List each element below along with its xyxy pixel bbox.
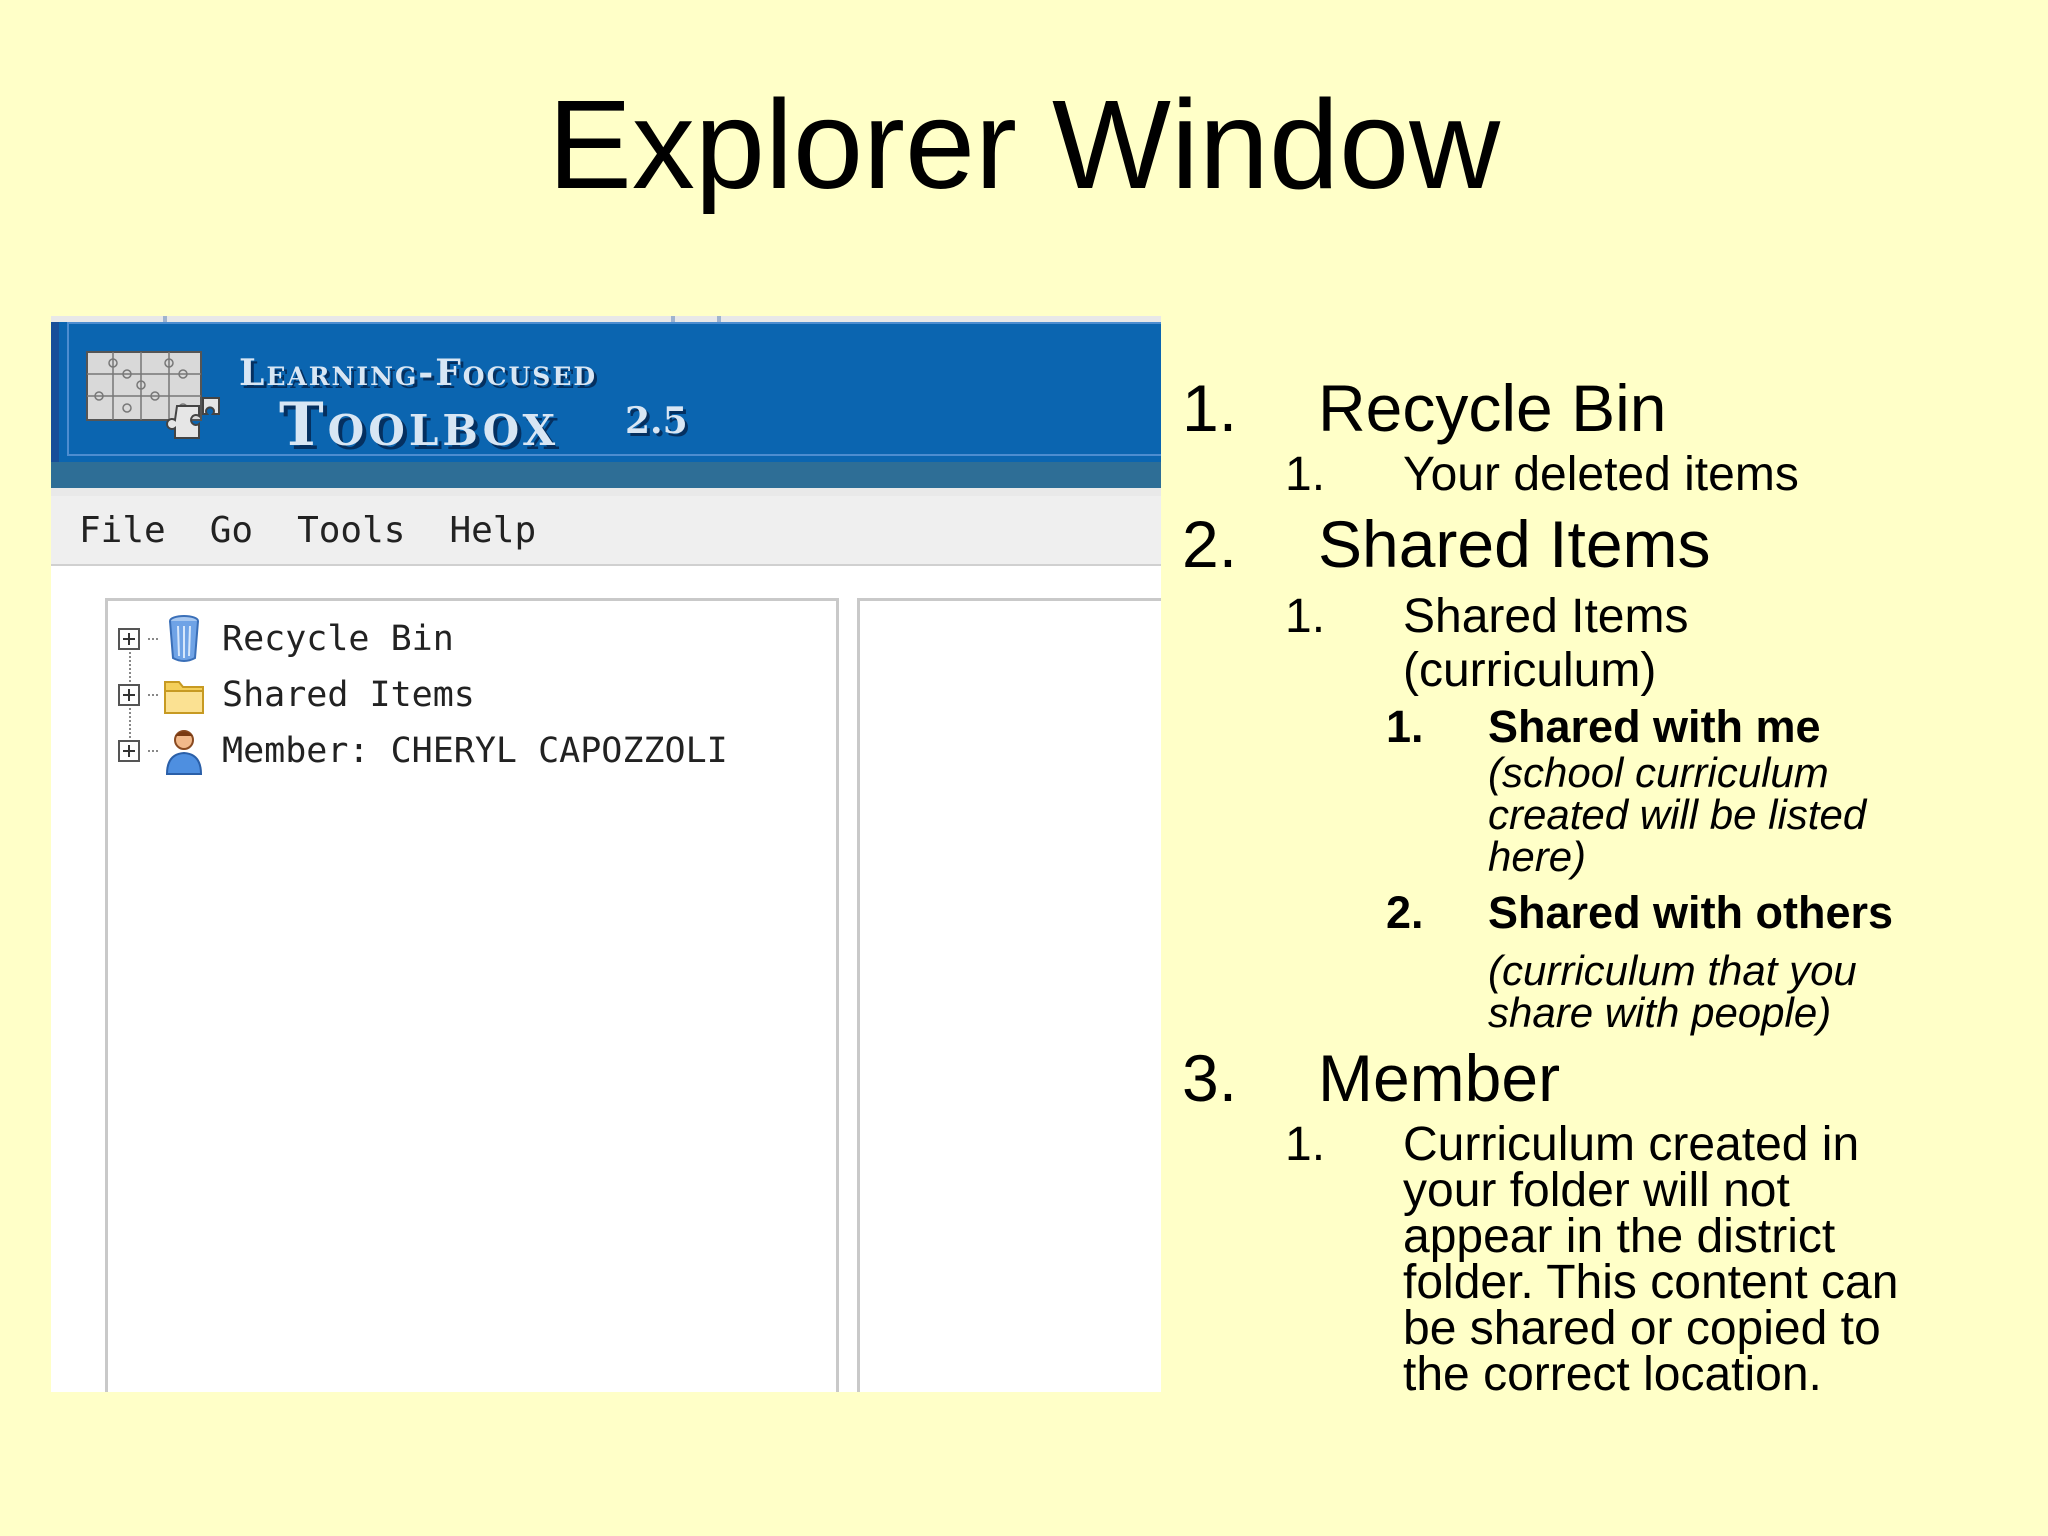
tree-item-label: Shared Items xyxy=(222,675,475,715)
menu-go[interactable]: Go xyxy=(209,509,254,551)
folder-icon xyxy=(162,670,206,720)
tree-item-recycle-bin[interactable] xyxy=(118,613,454,665)
tree-item-label: Recycle Bin xyxy=(222,619,454,659)
detail-panel xyxy=(857,598,1161,1392)
folder-tree-panel[interactable] xyxy=(105,598,839,1392)
recycle-bin-icon xyxy=(162,614,206,664)
menu-file[interactable]: File xyxy=(79,509,166,551)
explorer-window-screenshot xyxy=(51,316,1161,1392)
menu-tools[interactable]: Tools xyxy=(297,509,406,551)
expand-icon[interactable] xyxy=(118,740,140,762)
user-icon xyxy=(162,726,206,776)
tree-item-label: Member: CHERYL CAPOZZOLI xyxy=(222,731,728,771)
expand-icon[interactable] xyxy=(118,684,140,706)
slide: Explorer Window Learning-Focused Toolbox 2.5 File Go Tools Help Recycle Bin Shared Items Member: CHERYL CAPOZZOLI 1. Recycle Bin 1. Your deleted items 2. Shared Items 1. Shared Items (curriculum) 1. Shared with me (school curriculum created will be listed here) 2. Shared with others (curriculum that you share with people) 3. Member 1. Curriculum created in your folder will not appear in the district folder. This content can be shared or copied to the correct location. xyxy=(0,0,2048,1536)
brand-line-1: Learning-Focused xyxy=(239,352,598,394)
slide-title: Explorer Window xyxy=(547,74,1501,215)
tree-item-member[interactable] xyxy=(118,725,728,777)
menu-bar xyxy=(51,496,1161,566)
brand-line-2: Toolbox xyxy=(279,390,560,460)
expand-icon[interactable] xyxy=(118,628,140,650)
menu-help[interactable]: Help xyxy=(449,509,537,551)
header-subbar xyxy=(51,462,1161,488)
puzzle-logo-icon xyxy=(83,346,223,442)
tree-item-shared-items[interactable] xyxy=(118,669,475,721)
app-header xyxy=(51,322,1161,462)
brand-version: 2.5 xyxy=(625,400,688,442)
